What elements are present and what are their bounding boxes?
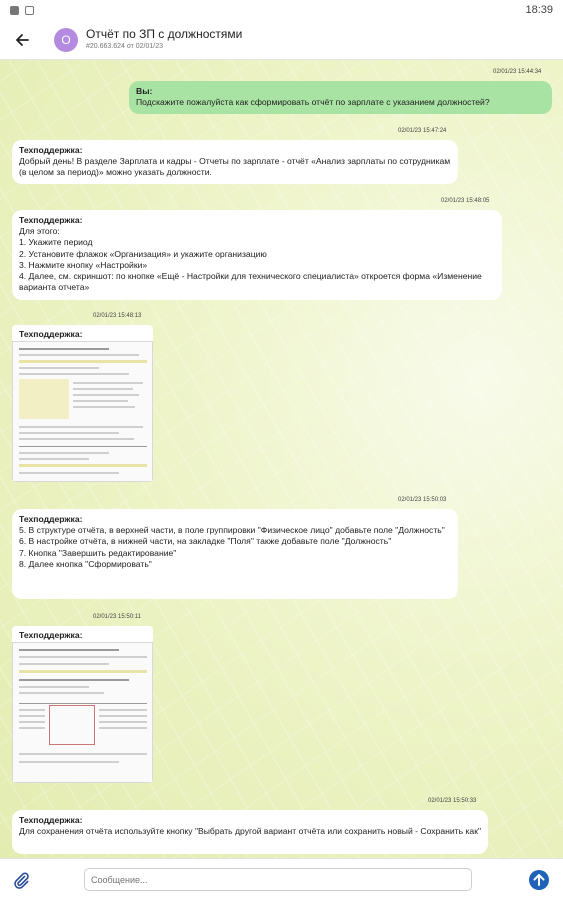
paperclip-icon	[12, 871, 30, 889]
attach-button[interactable]	[6, 865, 36, 895]
send-button[interactable]	[528, 869, 550, 891]
header-titles	[86, 28, 242, 51]
ticket-subtitle: #20.663.624 от 02/01/23	[86, 42, 164, 50]
message-timestamp: 02/01/23 15:47:24	[398, 128, 447, 134]
message-sender: Техподдержка:	[19, 514, 83, 524]
message-bubble-incoming[interactable]	[12, 509, 458, 599]
message-bubble-incoming[interactable]	[12, 210, 502, 300]
message-bubble-incoming[interactable]	[12, 140, 458, 184]
message-timestamp: 02/01/23 15:50:33	[428, 798, 477, 804]
message-sender: Техподдержка:	[19, 215, 83, 225]
message-text: Для сохранения отчёта используйте кнопку "Выбрать другой вариант отчёта или сохранить новый - Сохранить как"	[19, 826, 482, 837]
message-bubble-incoming[interactable]	[12, 810, 488, 854]
message-text: Для этого: 1. Укажите период 2. Установите флажок «Организация» и укажите организацию 3. Нажмите кнопку «Настройки» 4. Далее, см. скриншот: по кнопке «Ещё - Настройки для технического специалиста» откроется форма «Изменение варианта отчета»	[19, 226, 482, 293]
image-attachment[interactable]	[12, 626, 153, 783]
message-input[interactable]	[84, 868, 472, 891]
message-timestamp: 02/01/23 15:48:13	[93, 313, 142, 319]
message-timestamp: 02/01/23 15:50:03	[398, 497, 447, 503]
message-text: Добрый день! В разделе Зарплата и кадры - Отчеты по зарплате - отчёт «Анализ зарплаты по сотрудникам (в целом за период)» можно указать должности.	[19, 156, 451, 178]
notification-icon	[10, 6, 19, 15]
back-button[interactable]	[2, 20, 42, 60]
screenshot-thumbnail	[12, 341, 153, 482]
image-attachment[interactable]	[12, 325, 153, 482]
message-sender: Техподдержка:	[19, 145, 83, 155]
message-sender: Техподдержка:	[19, 329, 83, 339]
avatar: О	[54, 28, 78, 52]
page-title: Отчёт по ЗП с должностями	[86, 27, 243, 42]
status-time: 18:39	[525, 4, 553, 16]
message-bubble-outgoing[interactable]	[129, 81, 552, 114]
chat-area[interactable]	[0, 60, 563, 858]
status-bar	[0, 0, 563, 20]
message-text: Подскажите пожалуйста как сформировать отчёт по зарплате с указанием должностей?	[136, 97, 490, 108]
message-sender: Техподдержка:	[19, 815, 83, 825]
message-sender: Техподдержка:	[19, 630, 83, 640]
message-text: 5. В структуре отчёта, в верхней части, в поле группировки "Физическое лицо" добавьте поле "Должность" 6. В настройке отчёта, в нижней части, на закладке "Поля" также добавьте поле "Должность" 7. Кнопка "Завершить редактирование" 8. Далее кнопка "Сформировать"	[19, 525, 445, 569]
arrow-left-icon	[14, 32, 30, 48]
message-timestamp: 02/01/23 15:50:11	[93, 614, 141, 620]
message-timestamp: 02/01/23 15:48:05	[441, 198, 490, 204]
composer-bar	[0, 858, 563, 900]
send-arrow-circle-icon	[528, 869, 550, 891]
screenshot-thumbnail	[12, 642, 153, 783]
app-bar	[0, 20, 563, 60]
message-timestamp: 02/01/23 15:44:34	[493, 69, 542, 75]
message-sender: Вы:	[136, 86, 153, 96]
screenshot-icon	[25, 6, 34, 15]
